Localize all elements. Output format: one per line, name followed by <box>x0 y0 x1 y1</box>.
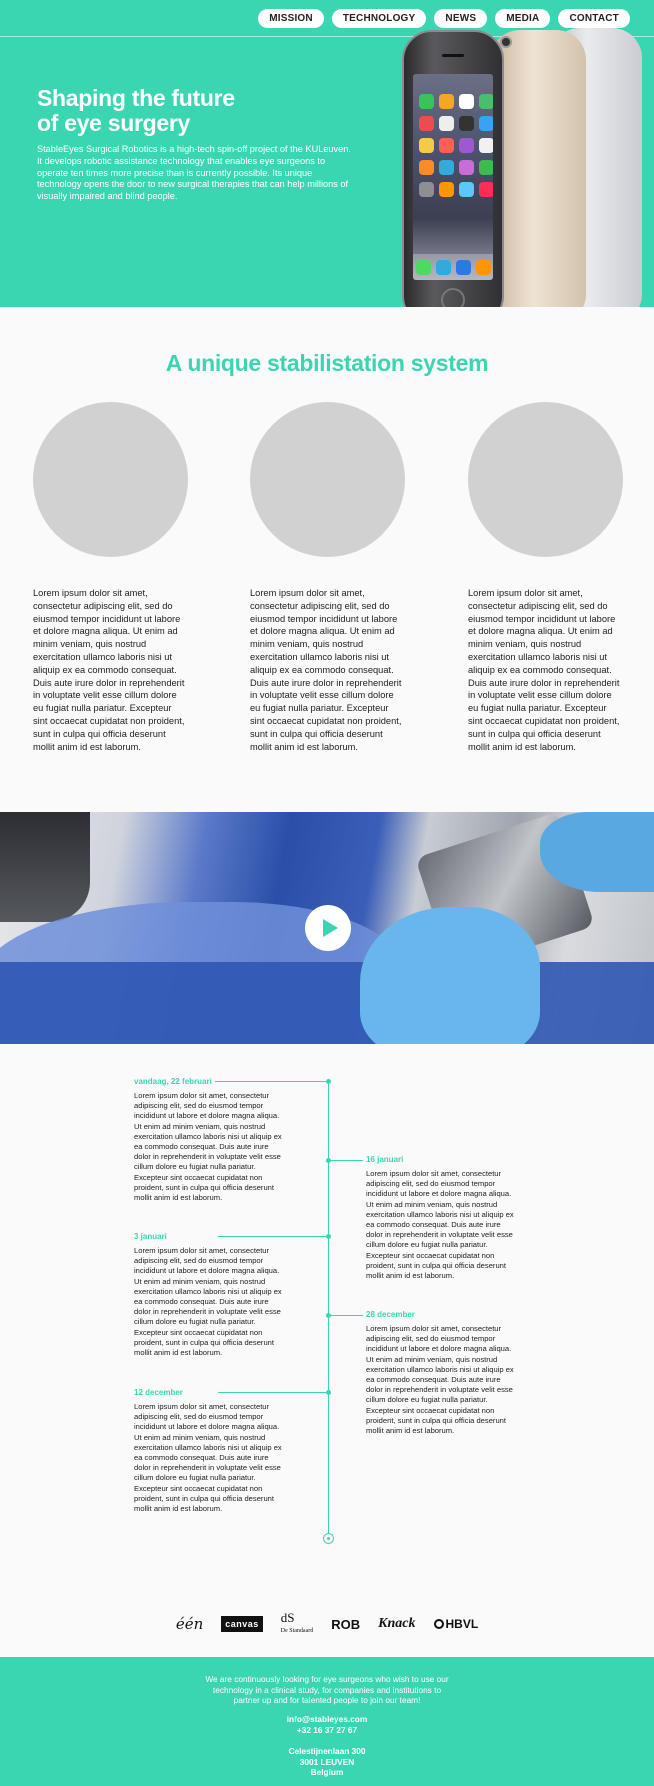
video-scene-equipment <box>0 812 90 922</box>
timeline-date: vandaag, 22 februari <box>134 1077 212 1086</box>
footer <box>0 1657 654 1786</box>
footer-country: Belgium <box>310 1767 344 1777</box>
feature-image-placeholder <box>468 402 623 557</box>
timeline-entry <box>366 1310 516 1436</box>
timeline-text: Lorem ipsum dolor sit amet, consectetur adipiscing elit, sed do eiusmod tempor incididunt ut labore et dolore magna aliqua. Ut enim ad minim veniam, quis nostrud exercitation ullamco laboris nisi ut aliquip ex ea commodo consequat. Duis aute irure dolor in reprehenderit in voluptate velit esse cillum dolore eu fugiat nulla pariatur. Excepteur sint occaecat cupidatat non proident, sunt in culpa qui officia deserunt mollit anim id est laborum. <box>366 1324 514 1436</box>
timeline-date: 12 december <box>134 1388 183 1397</box>
play-button[interactable] <box>305 905 351 951</box>
timeline-entry <box>366 1155 516 1281</box>
hbvl-mark-icon <box>434 1619 444 1629</box>
footer-email-link[interactable]: info@stableyes.com <box>286 1714 368 1724</box>
de-standaard-logo-mark: dS <box>280 1609 295 1625</box>
knack-logo[interactable]: Knack <box>378 1616 416 1631</box>
timeline-axis <box>328 1082 329 1537</box>
hbvl-logo[interactable] <box>434 1617 479 1631</box>
footer-city: 3001 LEUVEN <box>299 1756 355 1767</box>
timeline-end-icon <box>323 1533 334 1544</box>
phone-home-button <box>441 288 465 307</box>
feature-image-placeholder <box>33 402 188 557</box>
footer-intro: We are continuously looking for eye surgeons who wish to use our technology in a clinical study, for companies and institutions to partner up and for talented people to join our team! <box>205 1674 449 1705</box>
timeline-date: 3 januari <box>134 1232 167 1241</box>
timeline-date: 16 januari <box>366 1155 404 1164</box>
app-grid <box>419 94 487 197</box>
feature-text: Lorem ipsum dolor sit amet, consectetur adipiscing elit, sed do eiusmod tempor incididunt ut labore et dolore magna aliqua. Ut enim ad minim veniam, quis nostrud exercitation ullamco laboris nisi ut aliquip ex ea commodo consequat. Duis aute irure dolor in reprehenderit in voluptate velit esse cillum dolore eu fugiat nulla pariatur. Excepteur sint occaecat cupidatat non proident, sunt in culpa qui officia deserunt mollit anim id est laborum. <box>250 588 402 752</box>
timeline-text: Lorem ipsum dolor sit amet, consectetur adipiscing elit, sed do eiusmod tempor incididunt ut labore et dolore magna aliqua. Ut enim ad minim veniam, quis nostrud exercitation ullamco laboris nisi ut aliquip ex ea commodo consequat. Duis aute irure dolor in reprehenderit in voluptate velit esse cillum dolore eu fugiat nulla pariatur. Excepteur sint occaecat cupidatat non proident, sunt in culpa qui officia deserunt mollit anim id est laborum. <box>134 1091 282 1203</box>
timeline-date: 28 december <box>366 1310 415 1319</box>
footer-address <box>0 1746 654 1778</box>
canvas-logo[interactable]: canvas <box>221 1616 263 1632</box>
video-scene-glove <box>540 812 654 892</box>
rob-logo[interactable]: ROB <box>331 1616 361 1632</box>
de-standaard-logo-text: De Standaard <box>280 1627 314 1634</box>
nav-news[interactable]: NEWS <box>434 9 487 28</box>
hero-title <box>37 86 297 136</box>
timeline-entry <box>134 1388 284 1514</box>
video-scene-glove <box>360 907 540 1044</box>
timeline-entry <box>134 1232 284 1358</box>
hero-description: StableEyes Surgical Robotics is a high-tech spin-off project of the KULeuven. It develops robotic assistance technology that enables eye surgeons to operate ten times more precise than is currently possible. Its unique technology opens the door to new surgical therapies that can help millions of visually impaired and blind people. <box>37 144 351 202</box>
footer-phone[interactable]: +32 16 37 27 67 <box>296 1724 358 1735</box>
timeline-entry <box>134 1077 284 1203</box>
camera-icon <box>500 36 512 48</box>
de-standaard-logo[interactable] <box>280 1609 314 1636</box>
video-scene-drape <box>0 962 654 1044</box>
timeline-text: Lorem ipsum dolor sit amet, consectetur adipiscing elit, sed do eiusmod tempor incididunt ut labore et dolore magna aliqua. Ut enim ad minim veniam, quis nostrud exercitation ullamco laboris nisi ut aliquip ex ea commodo consequat. Duis aute irure dolor in reprehenderit in voluptate velit esse cillum dolore eu fugiat nulla pariatur. Excepteur sint occaecat cupidatat non proident, sunt in culpa qui officia deserunt mollit anim id est laborum. <box>366 1169 514 1281</box>
hbvl-logo-text: HBVL <box>445 1617 479 1631</box>
nav-technology[interactable]: TECHNOLOGY <box>332 9 427 28</box>
phone-image-gold <box>490 30 586 307</box>
hero-title-line1: Shaping the future <box>37 85 235 111</box>
nav-mission[interactable]: MISSION <box>258 9 324 28</box>
nav-contact[interactable]: CONTACT <box>558 9 630 28</box>
hero-section <box>0 0 654 307</box>
phone-speaker <box>442 54 464 57</box>
feature-column <box>250 402 405 753</box>
footer-contact <box>0 1714 654 1735</box>
feature-image-placeholder <box>250 402 405 557</box>
footer-street: Celestijnenlaan 300 <box>288 1746 366 1756</box>
phone-dock <box>413 254 493 280</box>
hero-title-line2: of eye surgery <box>37 110 191 136</box>
timeline-text: Lorem ipsum dolor sit amet, consectetur adipiscing elit, sed do eiusmod tempor incididunt ut labore et dolore magna aliqua. Ut enim ad minim veniam, quis nostrud exercitation ullamco laboris nisi ut aliquip ex ea commodo consequat. Duis aute irure dolor in reprehenderit in voluptate velit esse cillum dolore eu fugiat nulla pariatur. Excepteur sint occaecat cupidatat non proident, sunt in culpa qui officia deserunt mollit anim id est laborum. <box>134 1246 282 1358</box>
timeline-connector <box>328 1315 363 1316</box>
phone-screen <box>413 74 493 280</box>
media-logos <box>0 1610 654 1638</box>
feature-text: Lorem ipsum dolor sit amet, consectetur adipiscing elit, sed do eiusmod tempor incididunt ut labore et dolore magna aliqua. Ut enim ad minim veniam, quis nostrud exercitation ullamco laboris nisi ut aliquip ex ea commodo consequat. Duis aute irure dolor in reprehenderit in voluptate velit esse cillum dolore eu fugiat nulla pariatur. Excepteur sint occaecat cupidatat non proident, sunt in culpa qui officia deserunt mollit anim id est laborum. <box>468 588 620 752</box>
timeline-connector <box>328 1160 363 1161</box>
phone-image-spacegray <box>402 30 504 307</box>
nav-media[interactable]: MEDIA <box>495 9 550 28</box>
een-logo[interactable]: één <box>175 1615 204 1633</box>
feature-column <box>468 402 623 753</box>
play-icon <box>323 919 338 937</box>
timeline-text: Lorem ipsum dolor sit amet, consectetur adipiscing elit, sed do eiusmod tempor incididunt ut labore et dolore magna aliqua. Ut enim ad minim veniam, quis nostrud exercitation ullamco laboris nisi ut aliquip ex ea commodo consequat. Duis aute irure dolor in reprehenderit in voluptate velit esse cillum dolore eu fugiat nulla pariatur. Excepteur sint occaecat cupidatat non proident, sunt in culpa qui officia deserunt mollit anim id est laborum. <box>134 1402 282 1514</box>
main-nav <box>258 9 630 28</box>
feature-column <box>33 402 188 753</box>
section-title: A unique stabilistation system <box>165 350 489 376</box>
feature-text: Lorem ipsum dolor sit amet, consectetur adipiscing elit, sed do eiusmod tempor incididunt ut labore et dolore magna aliqua. Ut enim ad minim veniam, quis nostrud exercitation ullamco laboris nisi ut aliquip ex ea commodo consequat. Duis aute irure dolor in reprehenderit in voluptate velit esse cillum dolore eu fugiat nulla pariatur. Excepteur sint occaecat cupidatat non proident, sunt in culpa qui officia deserunt mollit anim id est laborum. <box>33 588 185 752</box>
